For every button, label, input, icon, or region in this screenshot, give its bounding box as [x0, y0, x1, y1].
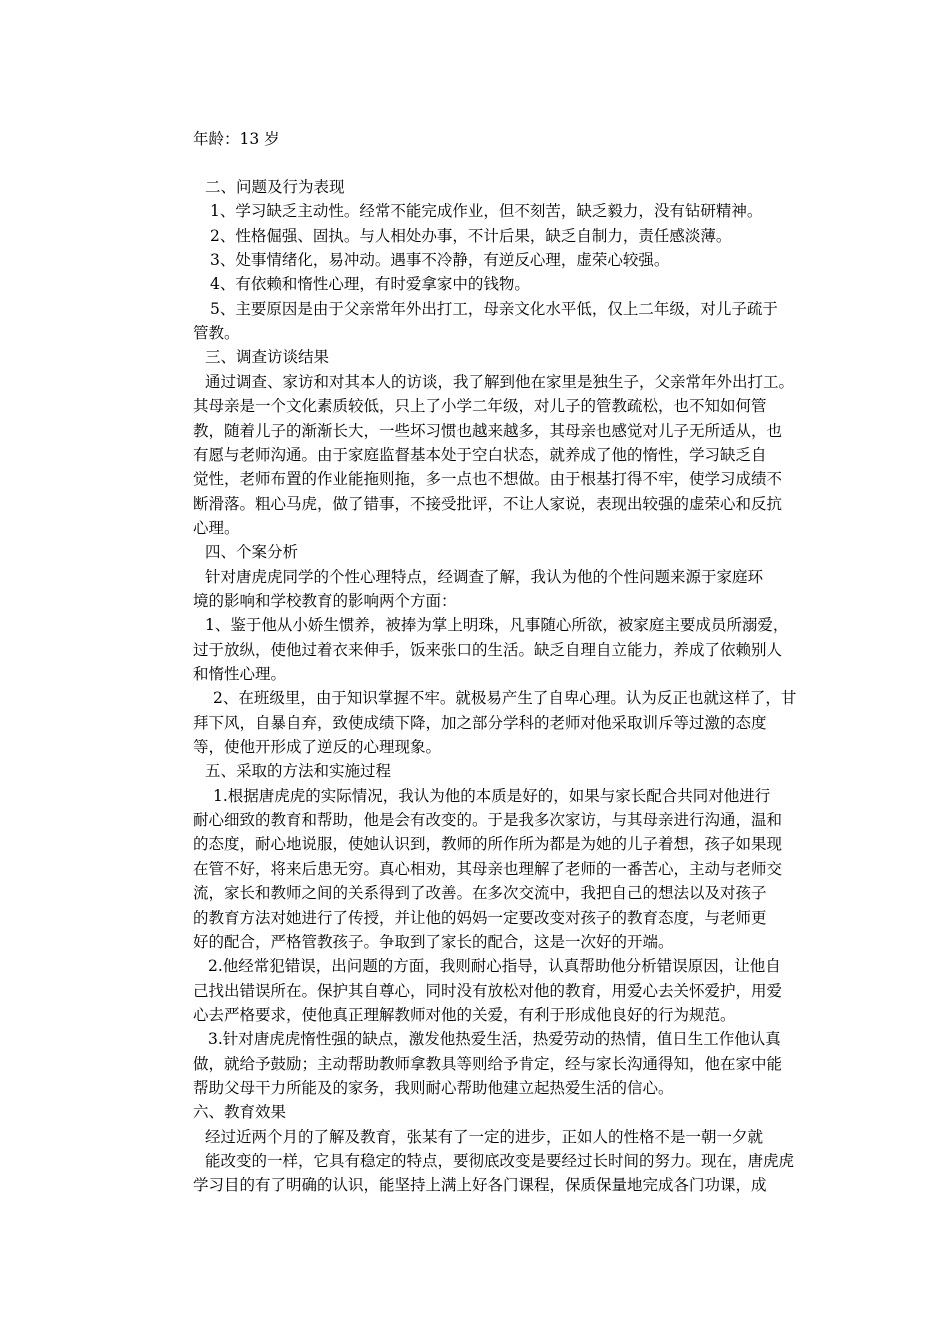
body-line: 针对唐虎虎同学的个性心理特点，经调查了解，我认为他的个性问题来源于家庭环 [205, 567, 764, 586]
body-line: 过于放纵，使他过着衣来伸手，饭来张口的生活。缺乏自理自立能力，养成了依赖别人 [193, 640, 783, 659]
body-line: 的态度，耐心地说服，使她认识到，教师的所作所为都是为她的儿子着想，孩子如果现 [193, 835, 783, 854]
body-line: 4、有依赖和惰性心理，有时爱拿家中的钱物。 [210, 275, 530, 294]
body-line: 1、鉴于他从小娇生惯养，被捧为掌上明珠，凡事随心所欲，被家庭主要成员所溺爱， [205, 616, 789, 635]
body-line: 能改变的一样，它具有稳定的特点，要彻底改变是要经过长时间的努力。现在，唐虎虎 [205, 1152, 795, 1170]
body-line: 3.针对唐虎虎惰性强的缺点，激发他热爱生活，热爱劳动的热情，值日生工作他认真 [208, 1030, 781, 1049]
body-line: 己找出错误所在。保护其自尊心，同时没有放松对他的教育，用爱心去关怀爱护，用爱 [193, 981, 783, 1000]
body-line: 有愿与老师沟通。由于家庭监督基本处于空白状态，就养成了他的惰性，学习缺乏自 [193, 445, 767, 464]
body-line: 心去严格要求，使他真正理解教师对他的关爱，有利于形成他良好的行为规范。 [193, 1005, 736, 1024]
body-line: 断滑落。粗心马虎，做了错事，不接受批评，不让人家说，表现出较强的虚荣心和反抗 [193, 494, 783, 513]
body-line: 学习目的有了明确的认识，能坚持上满上好各门课程，保质保量地完成各门功课，成 [193, 1176, 767, 1195]
body-line: 拜下风，自暴自弃，致使成绩下降，加之部分学科的老师对他采取训斥等过激的态度 [193, 713, 767, 732]
body-line: 通过调查、家访和对其本人的访谈，我了解到他在家里是独生子，父亲常年外出打工。 [205, 372, 795, 391]
body-line: 流，家长和教师之间的关系得到了改善。在多次交流中，我把自己的想法以及对孩子 [193, 884, 767, 903]
body-line: 管教。 [193, 324, 240, 343]
age-line: 年龄：13 岁 [193, 130, 280, 148]
body-line: 和惰性心理。 [193, 665, 287, 683]
body-line: 四、个案分析 [205, 543, 299, 562]
body-line: 2、性格倔强、固执。与人相处办事，不计后果，缺乏自制力，责任感淡薄。 [210, 226, 732, 245]
body-line: 等，使他开形成了逆反的心理现象。 [193, 738, 442, 757]
body-line: 心理。 [193, 518, 240, 537]
body-line: 1.根据唐虎虎的实际情况，我认为他的本质是好的，如果与家长配合共同对他进行 [213, 786, 771, 805]
body-line: 二、问题及行为表现 [205, 178, 345, 196]
body-line: 3、处事情绪化，易冲动。遇事不冷静，有逆反心理，虚荣心较强。 [210, 251, 670, 270]
body-line: 5、主要原因是由于父亲常年外出打工，母亲文化水平低，仅上二年级，对儿子疏于 [210, 299, 778, 318]
body-line: 境的影响和学校教育的影响两个方面： [193, 591, 457, 610]
body-line: 好的配合，严格管教孩子。争取到了家长的配合，这是一次好的开端。 [193, 932, 674, 951]
body-line: 教，随着儿子的渐渐长大，一些坏习惯也越来越多，其母亲也感觉对儿子无所适从，也 [193, 421, 783, 440]
body-line: 六、教育效果 [193, 1103, 287, 1122]
body-line: 2.他经常犯错误，出问题的方面，我则耐心指导，认真帮助他分析错误原因，让他自 [208, 957, 781, 976]
body-line: 五、采取的方法和实施过程 [205, 762, 392, 781]
body-line: 三、调查访谈结果 [205, 348, 330, 367]
body-line: 觉性，老师布置的作业能拖则拖，多一点也不想做。由于根基打得不牢，使学习成绩不 [193, 470, 783, 489]
body-line: 其母亲是一个文化素质较低，只上了小学二年级，对儿子的管教疏松，也不知如何管 [193, 397, 767, 416]
body-line: 耐心细致的教育和帮助，他是会有改变的。于是我多次家访，与其母亲进行沟通，温和 [193, 811, 783, 830]
body-line: 做，就给予鼓励；主动帮助教师拿教具等则给予肯定，经与家长沟通得知，他在家中能 [193, 1054, 783, 1073]
body-line: 2、在班级里，由于知识掌握不牢。就极易产生了自卑心理。认为反正也就这样了，甘 [213, 689, 797, 708]
body-line: 1、学习缺乏主动性。经常不能完成作业，但不刻苦，缺乏毅力，没有钻研精神。 [210, 202, 763, 221]
body-line: 帮助父母干力所能及的家务，我则耐心帮助他建立起热爱生活的信心。 [193, 1078, 674, 1097]
body-line: 的教育方法对她进行了传授，并让他的妈妈一定要改变对孩子的教育态度，与老师更 [193, 908, 767, 927]
body-line: 在管不好，将来后患无穷。真心相劝，其母亲也理解了老师的一番苦心，主动与老师交 [193, 859, 783, 878]
body-line: 经过近两个月的了解及教育，张某有了一定的进步，正如人的性格不是一朝一夕就 [205, 1127, 764, 1146]
